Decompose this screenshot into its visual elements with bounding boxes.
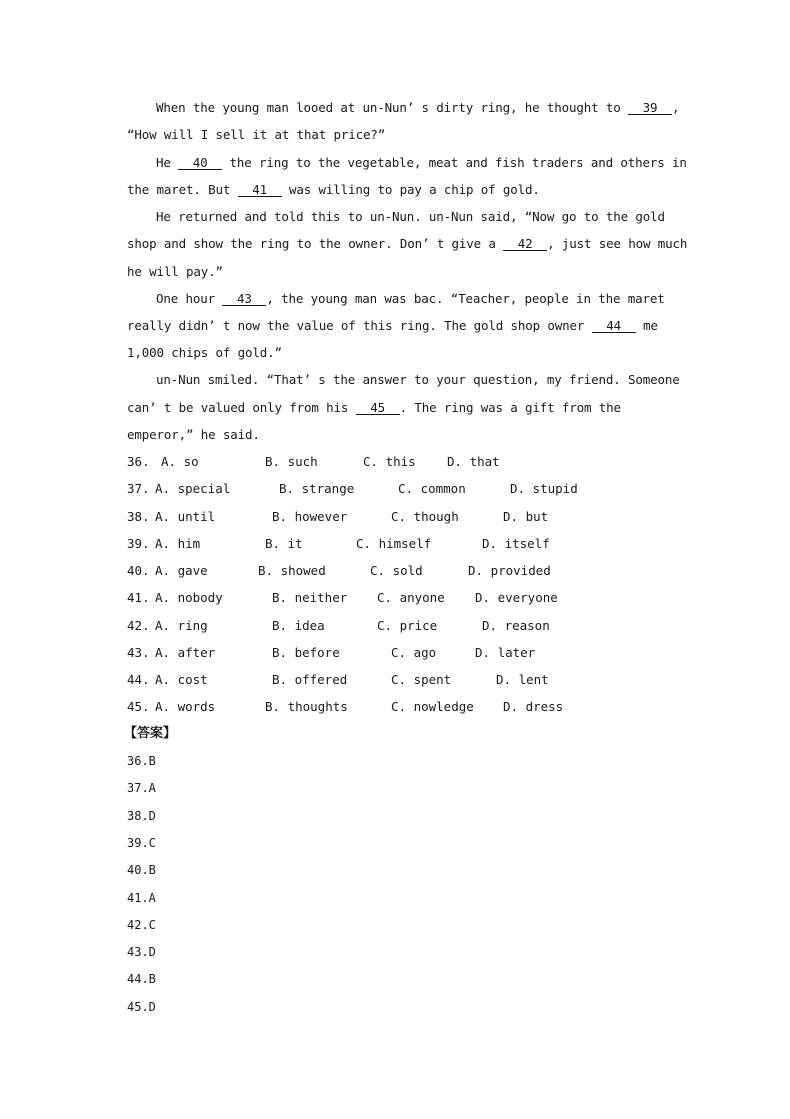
- option-a: A. gave: [155, 563, 208, 578]
- option-a: A. until: [155, 509, 216, 524]
- question-row: [127, 672, 727, 688]
- option-b: B. neither: [272, 590, 348, 605]
- answer-item: 42.C: [127, 918, 156, 932]
- option-c: C. sold: [370, 563, 423, 578]
- option-b: B. offered: [272, 672, 348, 687]
- passage-text: , the young man was bac. “Teacher, people in the maret: [266, 291, 665, 306]
- question-number: 43.: [127, 645, 150, 660]
- passage-line: [127, 182, 540, 198]
- option-c: C. anyone: [377, 590, 445, 605]
- question-number: 38.: [127, 509, 150, 524]
- passage-text: shop and show the ring to the owner. Don’ t give a: [127, 236, 504, 251]
- option-a: A. ring: [155, 618, 208, 633]
- blank-41: 41: [238, 183, 282, 197]
- passage-text: One hour: [156, 291, 223, 306]
- option-a: A. so: [161, 454, 199, 469]
- option-c: C. himself: [356, 536, 432, 551]
- passage-line: 1,000 chips of gold.”: [127, 345, 282, 360]
- passage-line: emperor,” he said.: [127, 427, 260, 442]
- passage-line: [127, 400, 621, 416]
- passage-text: can’ t be valued only from his: [127, 400, 356, 415]
- question-row: [127, 645, 727, 661]
- option-b: B. showed: [258, 563, 326, 578]
- question-row: [127, 618, 727, 634]
- question-number: 44.: [127, 672, 150, 687]
- question-number: 41.: [127, 590, 150, 605]
- answer-item: 38.D: [127, 809, 156, 823]
- question-number: 45.: [127, 699, 150, 714]
- passage-text: really didn’ t now the value of this ring. The gold shop owner: [127, 318, 592, 333]
- option-c: C. ago: [391, 645, 437, 660]
- passage-line: [127, 318, 658, 334]
- passage-line: [127, 236, 687, 252]
- answer-item: 41.A: [127, 891, 156, 905]
- option-c: C. nowledge: [391, 699, 474, 714]
- option-c: C. common: [398, 481, 466, 496]
- passage-text: He: [156, 155, 179, 170]
- option-b: B. it: [265, 536, 303, 551]
- blank-40: 40: [178, 156, 222, 170]
- option-d: D. lent: [496, 672, 549, 687]
- option-d: D. provided: [468, 563, 551, 578]
- option-d: D. that: [447, 454, 500, 469]
- option-d: D. itself: [482, 536, 550, 551]
- option-d: D. everyone: [475, 590, 558, 605]
- blank-45: 45: [356, 401, 400, 415]
- option-d: D. but: [503, 509, 549, 524]
- option-d: D. stupid: [510, 481, 578, 496]
- passage-line: [156, 100, 679, 116]
- blank-39: 39: [628, 101, 672, 115]
- passage-text: ,: [672, 100, 680, 115]
- blank-42: 42: [503, 237, 547, 251]
- option-c: C. this: [363, 454, 416, 469]
- answer-item: 39.C: [127, 836, 156, 850]
- passage-text: When the young man looed at un-Nun’ s dirty ring, he thought to: [156, 100, 629, 115]
- question-row: [127, 454, 727, 470]
- option-c: C. price: [377, 618, 438, 633]
- answer-item: 40.B: [127, 863, 156, 877]
- question-row: [127, 509, 727, 525]
- passage-line: un-Nun smiled. “That’ s the answer to your question, my friend. Someone: [156, 372, 680, 387]
- passage-text: was willing to pay a chip of gold.: [281, 182, 540, 197]
- passage-text: me: [635, 318, 658, 333]
- option-b: B. such: [265, 454, 318, 469]
- option-a: A. words: [155, 699, 216, 714]
- blank-43: 43: [222, 292, 266, 306]
- answer-item: 36.B: [127, 754, 156, 768]
- passage-line: he will pay.”: [127, 264, 223, 279]
- blank-44: 44: [592, 319, 636, 333]
- option-d: D. later: [475, 645, 536, 660]
- option-a: A. him: [155, 536, 201, 551]
- option-a: A. after: [155, 645, 216, 660]
- passage-text: , just see how much: [547, 236, 688, 251]
- question-row: [127, 563, 727, 579]
- question-number: 42.: [127, 618, 150, 633]
- passage-text: the ring to the vegetable, meat and fish traders and others in: [222, 155, 687, 170]
- question-number: 36.: [127, 454, 150, 469]
- question-row: [127, 590, 727, 606]
- passage-line: He returned and told this to un-Nun. un-Nun said, “Now go to the gold: [156, 209, 665, 224]
- option-b: B. before: [272, 645, 340, 660]
- answer-heading: 【答案】: [124, 726, 177, 741]
- option-b: B. thoughts: [265, 699, 348, 714]
- option-b: B. idea: [272, 618, 325, 633]
- passage-text: the maret. But: [127, 182, 238, 197]
- option-d: D. dress: [503, 699, 564, 714]
- option-c: C. though: [391, 509, 459, 524]
- passage-line: [156, 291, 665, 307]
- question-number: 40.: [127, 563, 150, 578]
- option-b: B. strange: [279, 481, 355, 496]
- question-number: 39.: [127, 536, 150, 551]
- option-d: D. reason: [482, 618, 550, 633]
- passage-text: . The ring was a gift from the: [399, 400, 621, 415]
- option-a: A. special: [155, 481, 231, 496]
- answer-item: 43.D: [127, 945, 156, 959]
- question-row: [127, 536, 727, 552]
- passage-line: [156, 155, 687, 171]
- answer-item: 37.A: [127, 781, 156, 795]
- question-row: [127, 699, 727, 715]
- option-c: C. spent: [391, 672, 452, 687]
- option-a: A. nobody: [155, 590, 223, 605]
- answer-item: 44.B: [127, 972, 156, 986]
- answer-item: 45.D: [127, 1000, 156, 1014]
- option-a: A. cost: [155, 672, 208, 687]
- option-b: B. however: [272, 509, 348, 524]
- passage-line: “How will I sell it at that price?”: [127, 127, 386, 142]
- question-number: 37.: [127, 481, 150, 496]
- question-row: [127, 481, 727, 497]
